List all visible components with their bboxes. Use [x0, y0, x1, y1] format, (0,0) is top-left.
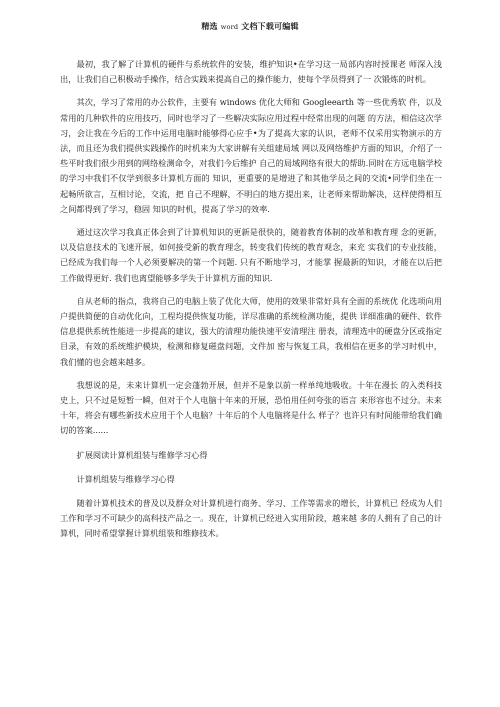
paragraph-2: 其次，学习了常用的办公软件，主要有 windows 优化大师和 Googleearth 等一些优秀软 件，以及常用的几种软件的应用技巧，同时也学习了一些解决实际应用过程中经常出现的问题 的方法，相信这次学习，会让我在今后的工作中运用电脑时能够得心应手•为了提高大家的认识，老师不仅采用实物演示的方法，而且还为我们提供实践操作的时机来为大家讲解有关组建局域 网以及网络维护方面的知识，介绍了一些平时我们很少用到的网络检测命令，对我们今后维护 自己的局域网络有很大的帮助.同时在方远电脑学校的学习中我们不仅学到很多计算机方面的 知识，更重要的是增进了和其他学员之间的交流•同学们坐在一起畅所欲言，互相讨论，交流，把 自己不理解，不明白的地方提出来，让老师来帮助解决，这样使得相互之间都得到了学习，稳固 知识的时机，提高了学习的效率. [60, 97, 442, 214]
header-word: word [220, 23, 239, 31]
header-suffix: 文档下载可编辑 [241, 21, 299, 31]
paragraph-3: 通过这次学习我真正体会到了计算机知识的更新是很快的，随着教育体制的改革和教育理 念的更新，以及信息技术的飞速开展，如何接受新的教育理念，转变我们传统的教育观念，来充 实我们的专业技能，已经成为我们每一个人必须要解决的第一个问题. 只有不断地学习，才能掌 握最新的知识，才能在以后把工作做得更好. 我们也离望能够多学失于计算机方面的知识. [60, 227, 442, 283]
header-prefix: 精选 [201, 21, 218, 31]
paragraph-4: 自从老师的指点，我将自己的电脑上装了优化大师，使用的效果非常好具有全面的系统优 化选项向用户提供简便的自动优化向，工程均提供恢复功能，详尽准确的系统检测功能，提供 详细准确的硬件、软件信息提供系统性能进一步提高的建议，强大的清理功能快速平安清理注 册表，清理选中的硬盘分区或指定目录，有效的系统维护模块，检测和修复磁盘问题，文件加 密与恢复工具，我相信在更多的学习时机中，我们懂的也会越来越多。 [60, 295, 442, 367]
paragraph-5: 我想说的是，未来计算机一定会蓬勃开展，但并不是象以前一样单纯地吸收。十年在漫长 的入类科技史上，只不过是短暂一瞬，但对于个人电脑十年来的开展，恐怕用任何夸张的语言 来形容也不过分。未来十年，将会有哪些新技术应用于个人电脑？十年后的个人电脑将是什么 样子？也许只有时间能带给我们确切的答案...... [60, 379, 442, 436]
page-header [0, 21, 500, 32]
paragraph-1: 最初，我了解了计算机的硬件与系统软件的安装，维护知识•在学习这一局部内容时授课老 师深入浅出，让我们自己积极动手操作，结合实践来提高自己的操作能力，使每个学员得到了一 次锻炼的时机。 [60, 59, 442, 85]
section-heading-learning-notes: 计算机组装与维修学习心得 [76, 473, 175, 484]
closing-paragraph: 随着计算机技术的普及以及群众对计算机进行商务、学习、工作等需求的增长，计算机已 经成为人们工作和学习不可缺少的高科技产品之一。现在，计算机已经进入实用阶段，越来越 多的人拥有了自己的计算机，同时希望掌握计算机组装和维修技术。 [60, 498, 442, 539]
section-heading-extended-reading: 扩展阅读计算机组装与维修学习心得 [76, 449, 208, 460]
document-body [60, 57, 442, 542]
